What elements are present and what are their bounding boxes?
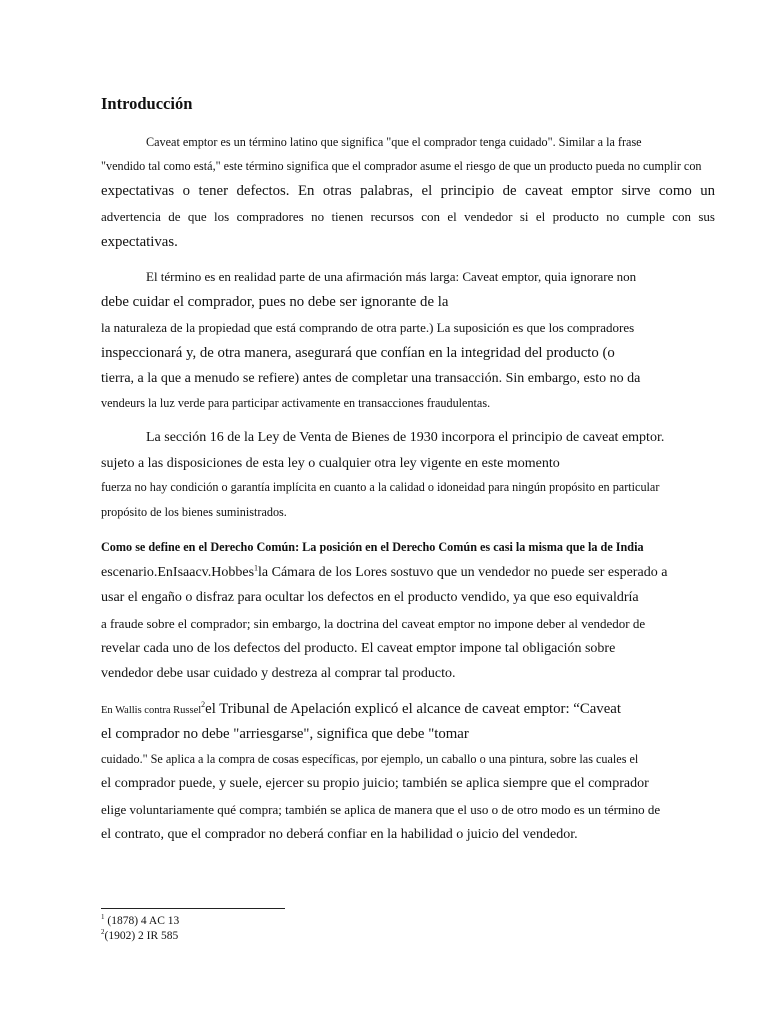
footnote-1 [101, 913, 180, 928]
para1-line1: Caveat emptor es un término latino que significa "que el comprador tenga cuidado". Similar a la frase [146, 135, 642, 149]
para5-line2: el comprador no debe "arriesgarse", significa que debe "tomar [101, 726, 469, 742]
section-heading: Como se define en el Derecho Común: La posición en el Derecho Común es casi la misma que la de India [101, 540, 644, 554]
para4-line3: a fraude sobre el comprador; sin embargo, la doctrina del caveat emptor no impone deber al vendedor de [101, 616, 646, 631]
para4-line4: revelar cada uno de los defectos del producto. El caveat emptor impone tal obligación sobre [101, 641, 616, 656]
para2-line6: vendeurs la luz verde para participar activamente en transacciones fraudulentas. [101, 396, 491, 410]
para1-line4: advertencia de que los compradores no tienen recursos con el vendedor si el producto no cumple con sus [101, 209, 715, 224]
para5-line4: el comprador puede, y suele, ejercer su propio juicio; también se aplica siempre que el comprador [101, 776, 649, 791]
footnote-separator [101, 908, 285, 909]
para3-line3: fuerza no hay condición o garantía implícita en cuanto a la calidad o idoneidad para ningún propósito en particular [101, 480, 660, 494]
para5-line1-rest: el Tribunal de Apelación explicó el alcance de caveat emptor: “Caveat [205, 701, 621, 717]
para5-line6: el contrato, que el comprador no deberá confiar en la habilidad o juicio del vendedor. [101, 827, 578, 842]
para4-line2: usar el engaño o disfraz para ocultar los defectos en el producto vendido, ya que eso equivaldría [101, 590, 639, 605]
para3-line2: sujeto a las disposiciones de esta ley o cualquier otra ley vigente en este momento [101, 456, 560, 471]
para1-line3: expectativas o tener defectos. En otras palabras, el principio de caveat emptor sirve como un [101, 183, 715, 199]
para2-line1: El término es en realidad parte de una afirmación más larga: Caveat emptor, quia ignorare non [146, 269, 637, 284]
para2-line3: la naturaleza de la propiedad que está comprando de otra parte.) La suposición es que los compradores [101, 320, 635, 335]
para1-line5: expectativas. [101, 234, 178, 250]
para4-line1 [101, 563, 715, 580]
footnote-ref-2[interactable]: 2 [201, 700, 206, 710]
para5-line5: elige voluntariamente qué compra; también se aplica de manera que el uso o de otro modo es un término de [101, 802, 661, 817]
para3-line4: propósito de los bienes suministrados. [101, 505, 287, 519]
para4-line5: vendedor debe usar cuidado y destreza al comprar tal producto. [101, 666, 456, 681]
footnote-mark-1: 1 [101, 913, 105, 922]
case-name-hobbes: escenario.EnIsaacv.Hobbes [101, 565, 255, 580]
footnote-1-text: (1878) 4 AC 13 [104, 915, 180, 927]
para2-line5: tierra, a la que a menudo se refiere) antes de completar una transacción. Sin embargo, esto no da [101, 371, 641, 386]
footnote-2 [101, 928, 179, 943]
case-name-wallis: En Wallis contra Russel [101, 705, 202, 716]
para3-line1: La sección 16 de la Ley de Venta de Bienes de 1930 incorpora el principio de caveat emptor. [146, 430, 665, 445]
para2-line4: inspeccionará y, de otra manera, asegurará que confían en la integridad del producto (o [101, 345, 615, 361]
para4-line1-rest: la Cámara de los Lores sostuvo que un vendedor no puede ser esperado a [258, 565, 668, 580]
footnote-ref-1[interactable]: 1 [254, 563, 259, 573]
footnote-2-text: (1902) 2 IR 585 [104, 930, 179, 942]
para5-line1 [101, 702, 715, 717]
page-title: Introducción [101, 94, 193, 113]
para1-line2: "vendido tal como está," este término significa que el comprador asume el riesgo de que un producto pueda no cumplir con [101, 159, 702, 173]
para2-line2: debe cuidar el comprador, pues no debe ser ignorante de la [101, 294, 449, 310]
footnote-mark-2: 2 [101, 928, 105, 937]
para5-line3: cuidado." Se aplica a la compra de cosas específicas, por ejemplo, un caballo o una pintura, sobre las cuales el [101, 752, 639, 766]
